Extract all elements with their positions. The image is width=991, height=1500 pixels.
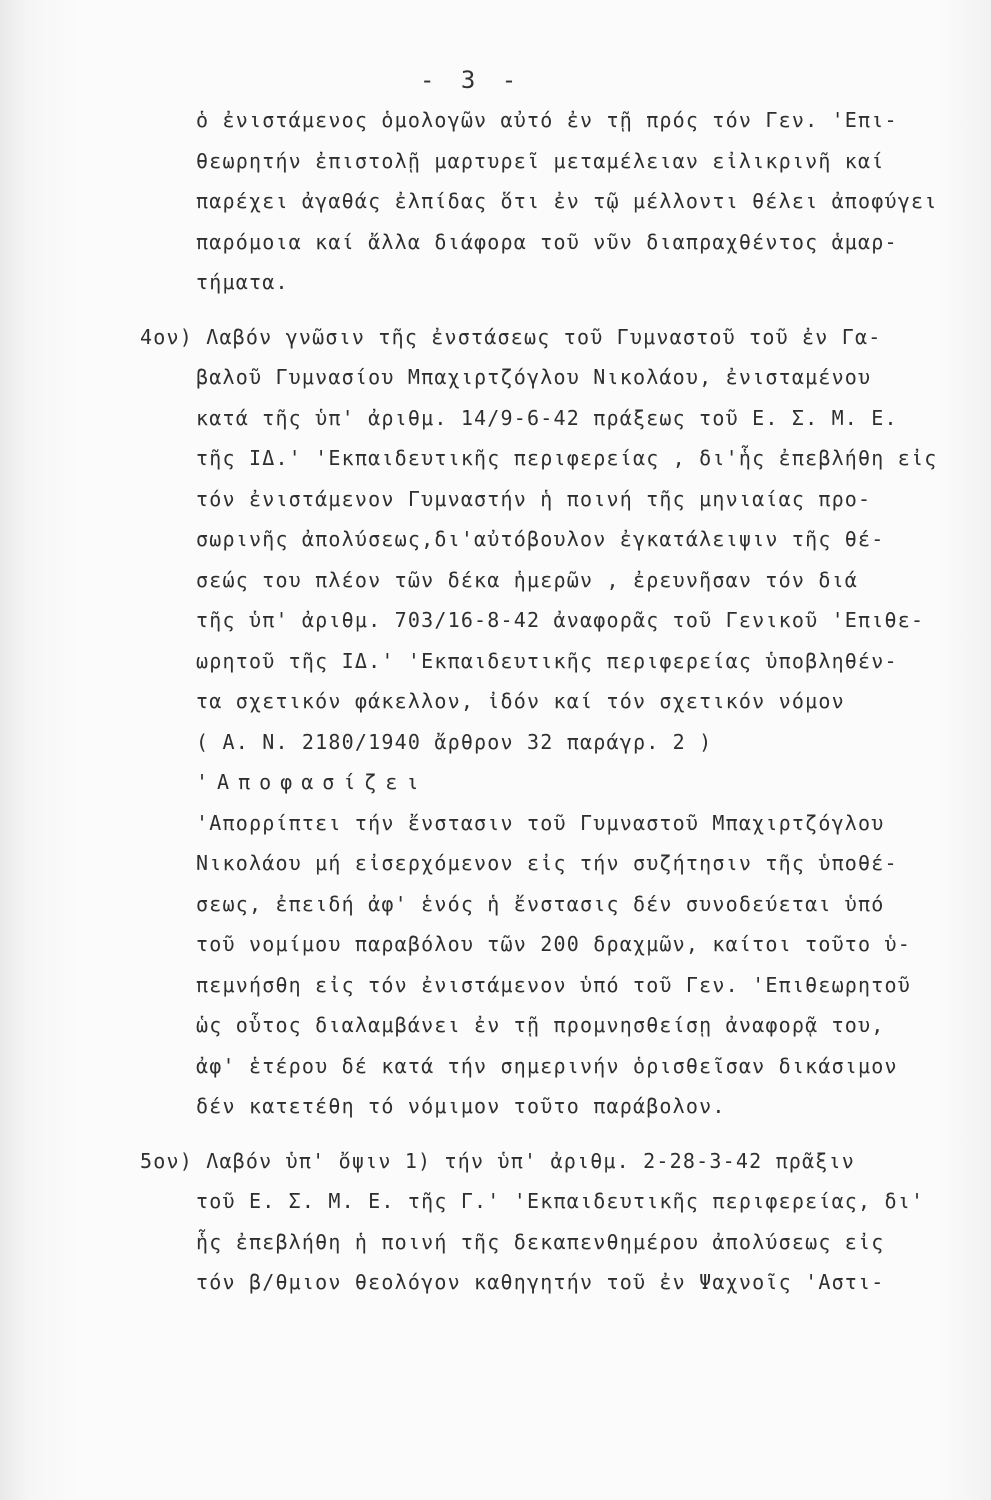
text-line: ἀφ' ἑτέρου δέ κατά τήν σημερινήν ὁρισθεῖσαν δικάσιμον [196,1053,898,1078]
text-line: ωρητοῦ τῆς ΙΔ.' 'Εκπαιδευτικῆς περιφερείας ὑποβληθέν- [196,648,898,673]
text-line: ὡς οὗτος διαλαμβάνει ἐν τῇ προμνησθείσῃ ἀναφορᾷ του, [196,1013,885,1037]
text-line: 'Αποφασίζει [196,770,428,794]
text-line: Νικολάου μή εἰσερχόμενον εἰς τήν συζήτησιν τῆς ὑποθέ- [196,851,898,875]
text-line: τοῦ νομίμου παραβόλου τῶν 200 δραχμῶν, καίτοι τοῦτο ὑ- [196,932,912,956]
page-number: - 3 - [420,66,523,94]
text-line: σεώς του πλέον τῶν δέκα ἡμερῶν , ἐρευνῆσαν τόν διά [196,567,859,592]
text-line: τοῦ Ε. Σ. Μ. Ε. τῆς Γ.' 'Εκπαιδευτικῆς περιφερείας, δι' [196,1189,925,1213]
text-line: τόν ἐνιστάμενον Γυμναστήν ἡ ποινή τῆς μηνιαίας προ- [196,486,872,511]
text-line: σεως, ἐπειδή ἀφ' ἑνός ἡ ἔνστασις δέν συνοδεύεται ὑπό [196,891,885,916]
text-line: ἧς ἐπεβλήθη ἡ ποινή τῆς δεκαπενθημέρου ἀπολύσεως εἰς [196,1229,885,1254]
text-line: τῆς ὑπ' ἀριθμ. 703/16-8-42 ἀναφορᾶς τοῦ Γενικοῦ 'Επιθε- [196,608,925,632]
text-line: κατά τῆς ὑπ' ἀριθμ. 14/9-6-42 πράξεως τοῦ Ε. Σ. Μ. Ε. [196,405,898,430]
text-line: παρόμοια καί ἄλλα διάφορα τοῦ νῦν διαπραχθέντος ἁμαρ- [196,229,898,254]
text-line: 4ον) Λαβόν γνῶσιν τῆς ἐνστάσεως τοῦ Γυμναστοῦ τοῦ ἐν Γα- [140,324,882,349]
text-line: τῆς ΙΔ.' 'Εκπαιδευτικῆς περιφερείας , δι'ἧς ἐπεβλήθη εἰς [196,446,938,470]
text-line: ( Α. Ν. 2180/1940 ἄρθρον 32 παράγρ. 2 ) [196,729,713,754]
text-line: δέν κατετέθη τό νόμιμον τοῦτο παράβολον. [196,1094,726,1118]
text-line: θεωρητήν ἐπιστολῇ μαρτυρεῖ μεταμέλειαν εἰλικρινῆ καί [196,148,885,173]
text-line: τόν β/θμιον θεολόγον καθηγητήν τοῦ ἐν Ψαχνοῖς 'Αστι- [196,1270,885,1294]
document-body [140,100,970,1303]
text-line: τα σχετικόν φάκελλον, ἰδόν καί τόν σχετικόν νόμον [196,689,845,713]
text-line: πεμνήσθη εἰς τόν ἐνιστάμενον ὑπό τοῦ Γεν. 'Επιθεωρητοῦ [196,972,912,997]
text-line: 5ον) Λαβόν ὑπ' ὄψιν 1) τήν ὑπ' ἀριθμ. 2-28-3-42 πρᾶξιν [140,1148,856,1173]
text-line: παρέχει ἀγαθάς ἐλπίδας ὅτι ἐν τῷ μέλλοντι θέλει ἀποφύγει [196,189,938,213]
text-line: σωρινῆς ἀπολύσεως,δι'αὐτόβουλον ἐγκατάλειψιν τῆς θέ- [196,527,885,551]
text-line: 'Απορρίπτει τήν ἔνστασιν τοῦ Γυμναστοῦ Μπαχιρτζόγλου [196,810,885,835]
text-line: βαλοῦ Γυμνασίου Μπαχιρτζόγλου Νικολάου, ἐνισταμένου [196,365,872,389]
text-line: ὁ ἐνιστάμενος ὁμολογῶν αὐτό ἐν τῇ πρός τόν Γεν. 'Επι- [196,108,898,132]
text-line: τήματα. [196,270,289,294]
